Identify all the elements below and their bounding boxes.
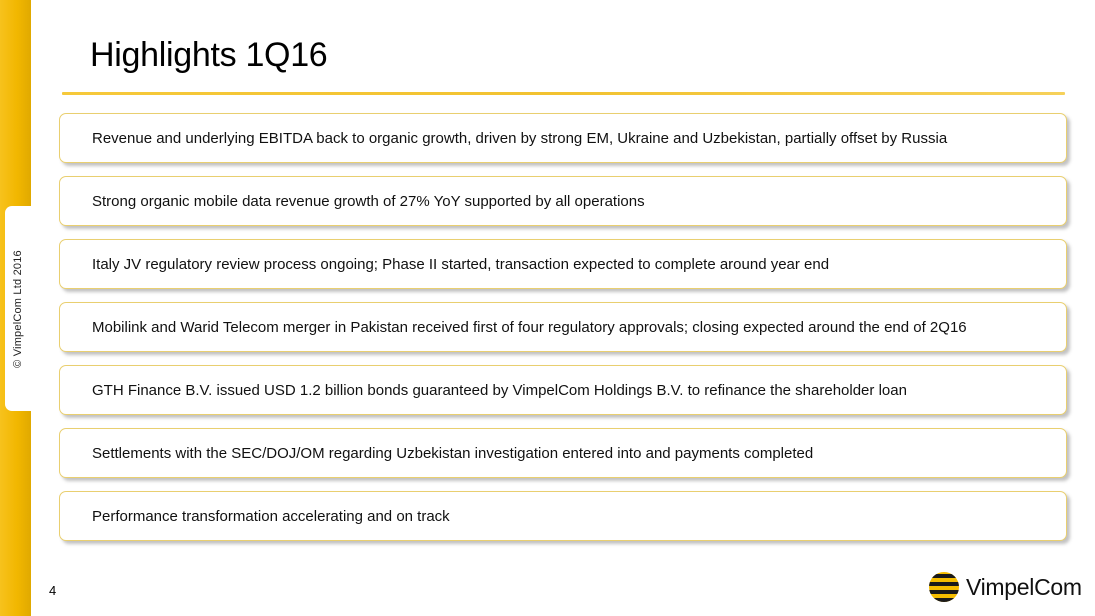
copyright-notice [5, 206, 31, 411]
vimpelcom-logo [928, 571, 1082, 603]
logo-text: VimpelCom [966, 573, 1082, 600]
highlights-list [59, 113, 1067, 554]
highlight-text: Settlements with the SEC/DOJ/OM regarding Uzbekistan investigation entered into and payments completed [92, 444, 814, 462]
page-title: Highlights 1Q16 [90, 36, 328, 74]
highlight-item [59, 491, 1067, 541]
bee-stripes-icon [928, 571, 960, 603]
highlight-item [59, 239, 1067, 289]
highlight-text: Italy JV regulatory review process ongoing; Phase II started, transaction expected to complete around year end [92, 255, 830, 273]
copyright-text: © VimpelCom Ltd 2016 [12, 249, 24, 368]
highlight-text: GTH Finance B.V. issued USD 1.2 billion bonds guaranteed by VimpelCom Holdings B.V. to refinance the shareholder loan [92, 381, 907, 399]
highlight-text: Strong organic mobile data revenue growth of 27% YoY supported by all operations [92, 192, 645, 210]
highlight-text: Mobilink and Warid Telecom merger in Pakistan received first of four regulatory approvals; closing expected around the end of 2Q16 [92, 318, 967, 336]
highlight-item [59, 113, 1067, 163]
highlight-text: Revenue and underlying EBITDA back to organic growth, driven by strong EM, Ukraine and Uzbekistan, partially offset by Russia [92, 129, 948, 147]
highlight-text: Performance transformation accelerating and on track [92, 507, 450, 525]
title-divider [62, 92, 1065, 95]
highlight-item [59, 176, 1067, 226]
page-number: 4 [49, 583, 57, 598]
highlight-item [59, 302, 1067, 352]
highlight-item [59, 428, 1067, 478]
highlight-item [59, 365, 1067, 415]
